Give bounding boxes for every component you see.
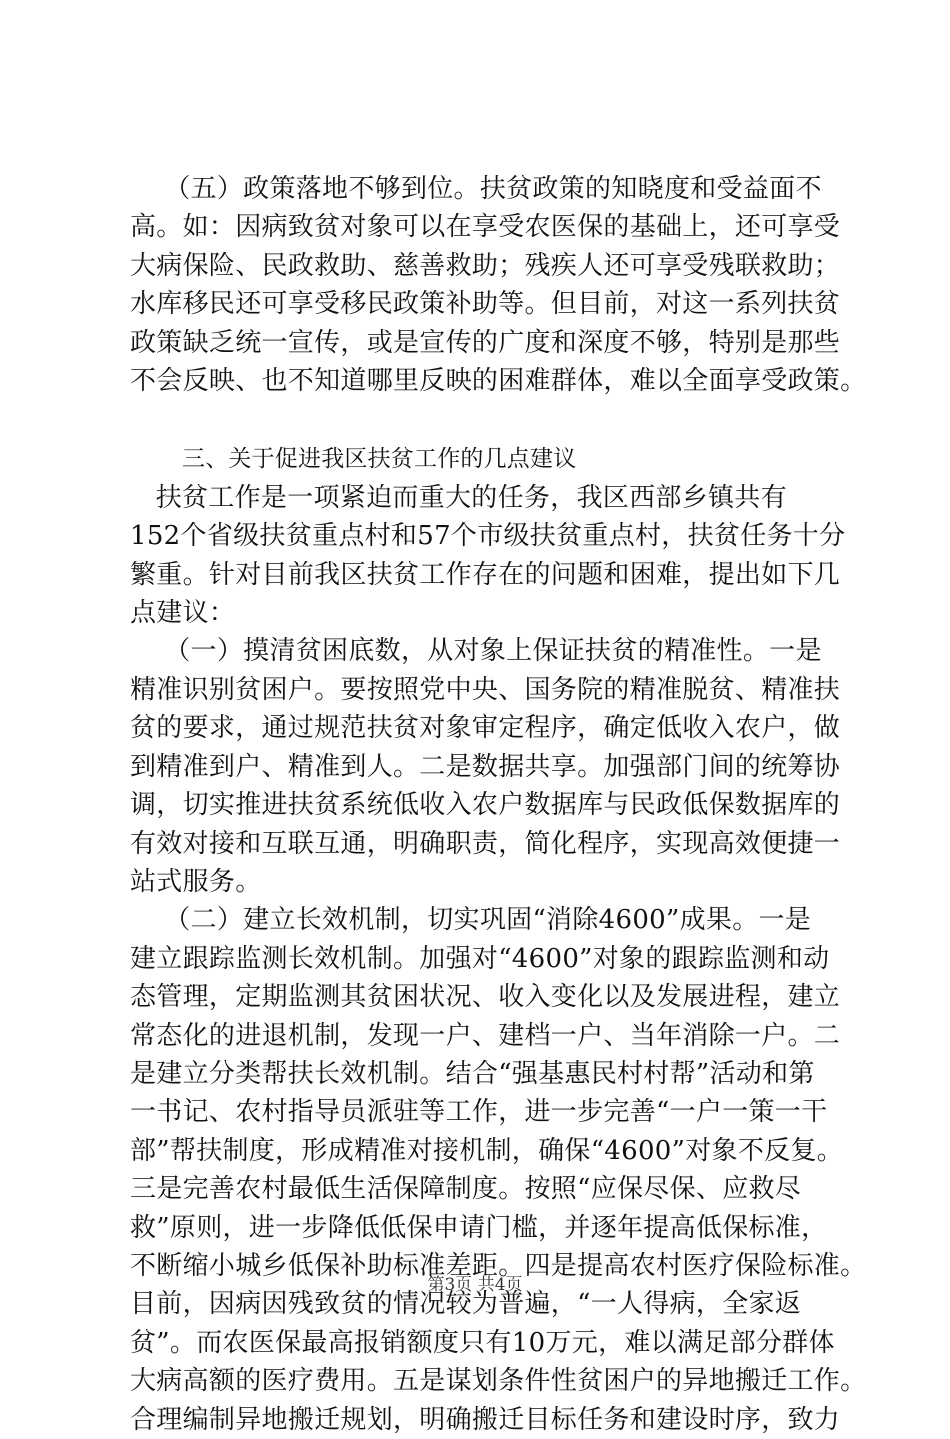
text-line: 到精准到户、精准到人。二是数据共享。加强部门间的统筹协	[130, 751, 841, 782]
text-line: 有效对接和互联互通，明确职责，简化程序，实现高效便捷一	[130, 828, 841, 859]
text-line: （二）建立长效机制，切实巩固“消除4600”成果。一是	[130, 905, 812, 936]
text-line: 不会反映、也不知道哪里反映的困难群体，难以全面享受政策。	[130, 366, 867, 397]
text-line: （五）政策落地不够到位。扶贫政策的知晓度和受益面不	[130, 174, 822, 204]
paragraph-5	[130, 170, 867, 400]
text-line: 点建议：	[130, 598, 236, 629]
document-body	[130, 170, 867, 1439]
text-line: 政策缺乏统一宣传，或是宣传的广度和深度不够，特别是那些	[130, 327, 841, 358]
text-line: 精准识别贫困户。要按照党中央、国务院的精准脱贫、精准扶	[130, 674, 841, 705]
text-line: 不断缩小城乡低保补助标准差距。四是提高农村医疗保险标准。	[130, 1250, 867, 1281]
text-line: 152个省级扶贫重点村和57个市级扶贫重点村，扶贫任务十分	[130, 521, 846, 552]
text-line: 部”帮扶制度，形成精准对接机制，确保“4600”对象不反复。	[130, 1135, 844, 1166]
section-heading: 三、关于促进我区扶贫工作的几点建议	[182, 446, 577, 473]
text-line: 救”原则，进一步降低低保申请门槛，并逐年提高低保标准，	[130, 1212, 828, 1243]
text-line: 是建立分类帮扶长效机制。结合“强基惠民村村帮”活动和第	[130, 1058, 815, 1089]
text-line: （一）摸清贫困底数，从对象上保证扶贫的精准性。一是	[130, 636, 822, 667]
text-line: 高。如：因病致贫对象可以在享受农医保的基础上，还可享受	[130, 212, 841, 243]
text-line: 调，切实推进扶贫系统低收入农户数据库与民政低保数据库的	[130, 790, 841, 821]
text-line: 站式服务。	[130, 866, 262, 897]
text-line: 大病保险、民政救助、慈善救助；残疾人还可享受残联救助；	[130, 250, 841, 281]
text-line: 扶贫工作是一项紧迫而重大的任务，我区西部乡镇共有	[130, 482, 787, 513]
text-line: 大病高额的医疗费用。五是谋划条件性贫困户的异地搬迁工作。	[130, 1366, 867, 1397]
text-line: 贫的要求，通过规范扶贫对象审定程序，确定低收入农户，做	[130, 713, 841, 744]
text-line: 水库移民还可享受移民政策补助等。但目前，对这一系列扶贫	[130, 289, 841, 320]
paragraph-section-2	[130, 901, 867, 1439]
text-line: 一书记、农村指导员派驻等工作，进一步完善“一户一策一干	[130, 1097, 828, 1128]
text-line: 建立跟踪监测长效机制。加强对“4600”对象的跟踪监测和动	[130, 943, 830, 974]
text-line: 三是完善农村最低生活保障制度。按照“应保尽保、应救尽	[130, 1174, 802, 1205]
text-line: 态管理，定期监测其贫困状况、收入变化以及发展进程，建立	[130, 982, 841, 1013]
paragraph-gap	[130, 400, 830, 440]
paragraph-intro	[130, 479, 846, 633]
paragraph-section-1	[130, 632, 841, 901]
text-line: 常态化的进退机制，发现一户、建档一户、当年消除一户。二	[130, 1020, 841, 1051]
text-line: 目前，因病因残致贫的情况较为普遍，“一人得病，全家返	[130, 1289, 802, 1320]
text-line: 繁重。针对目前我区扶贫工作存在的问题和困难，提出如下几	[130, 559, 841, 590]
text-line: 合理编制异地搬迁规划，明确搬迁目标任务和建设时序，致力	[130, 1404, 841, 1435]
page-footer: 第3页 共4页	[427, 1275, 523, 1295]
text-line: 贫”。而农医保最高报销额度只有10万元，难以满足部分群体	[130, 1327, 835, 1358]
